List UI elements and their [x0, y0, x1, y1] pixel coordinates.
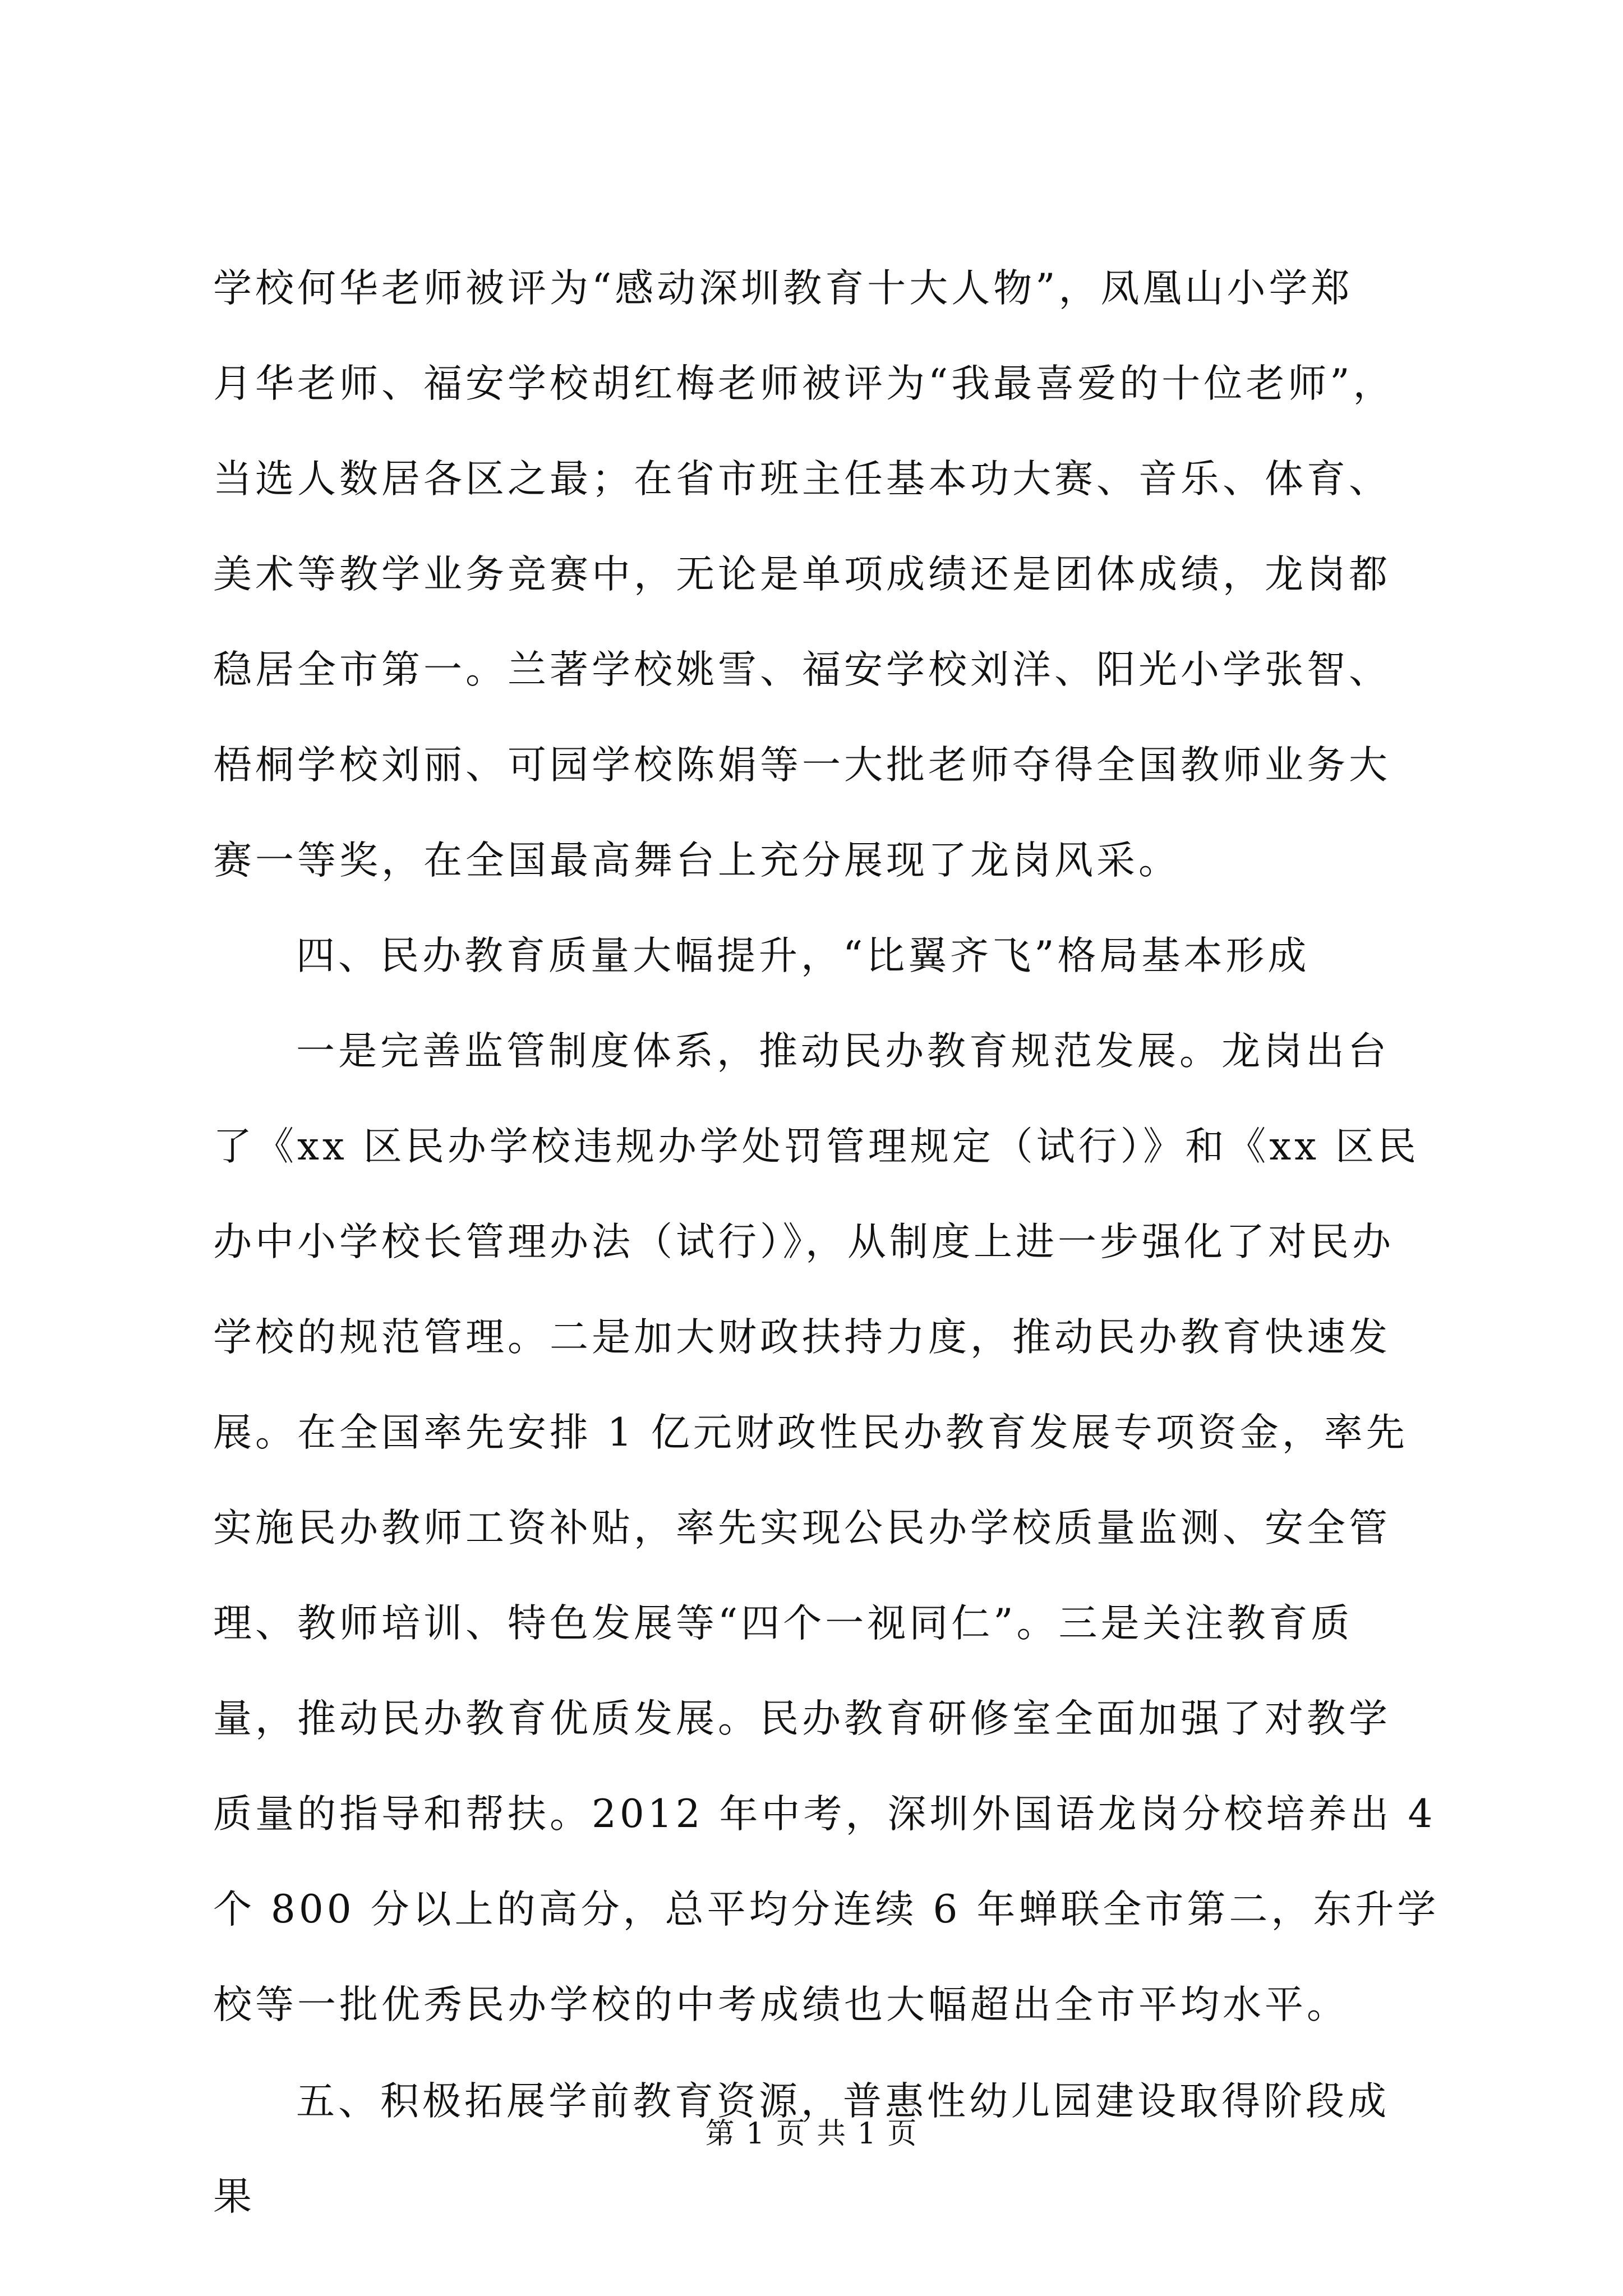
text-line: 展。在全国率先安排 1 亿元财政性民办教育发展专项资金，率先 — [213, 1410, 1408, 1455]
text-line: 理、教师培训、特色发展等“四个一视同仁”。三是关注教育质 — [213, 1601, 1353, 1646]
text-line: 量，推动民办教育优质发展。民办教育研修室全面加强了对教学 — [213, 1696, 1391, 1741]
page-number-footer: 第 1 页 共 1 页 — [705, 2117, 918, 2151]
text-line: 了《xx 区民办学校违规办学处罚管理规定（试行）》和《xx 区民 — [213, 1124, 1420, 1169]
text-line: 梧桐学校刘丽、可园学校陈娟等一大批老师夺得全国教师业务大 — [213, 743, 1391, 788]
text-line: 月华老师、福安学校胡红梅老师被评为“我最喜爱的十位老师”， — [213, 361, 1395, 406]
document-body — [213, 266, 1440, 2273]
text-line: 学校何华老师被评为“感动深圳教育十大人物”，凤凰山小学郑 — [213, 266, 1353, 311]
section-heading: 五、积极拓展学前教育资源，普惠性幼儿园建设取得阶段成 — [296, 2079, 1390, 2124]
text-line: 学校的规范管理。二是加大财政扶持力度，推动民办教育快速发 — [213, 1315, 1391, 1360]
text-line: 美术等教学业务竞赛中，无论是单项成绩还是团体成绩，龙岗都 — [213, 552, 1391, 597]
text-line: 当选人数居各区之最；在省市班主任基本功大赛、音乐、体育、 — [213, 457, 1391, 501]
text-line: 质量的指导和帮扶。2012 年中考，深圳外国语龙岗分校培养出 4 — [213, 1792, 1436, 1837]
text-line: 校等一批优秀民办学校的中考成绩也大幅超出全市平均水平。 — [213, 1982, 1349, 2027]
text-line: 办中小学校长管理办法（试行）》，从制度上进一步强化了对民办 — [213, 1220, 1394, 1264]
text-line: 个 800 分以上的高分，总平均分连续 6 年蝉联全市第二，东升学 — [213, 1887, 1440, 1932]
text-line: 果 — [213, 2174, 255, 2219]
section-heading: 四、民办教育质量大幅提升，“比翼齐飞”格局基本形成 — [296, 933, 1310, 978]
text-line: 赛一等奖，在全国最高舞台上充分展现了龙岗风采。 — [213, 838, 1181, 883]
text-line: 稳居全市第一。兰著学校姚雪、福安学校刘洋、阳光小学张智、 — [213, 647, 1391, 692]
paragraph-first-line: 一是完善监管制度体系，推动民办教育规范发展。龙岗出台 — [296, 1029, 1390, 1074]
text-line: 实施民办教师工资补贴，率先实现公民办学校质量监测、安全管 — [213, 1506, 1391, 1550]
